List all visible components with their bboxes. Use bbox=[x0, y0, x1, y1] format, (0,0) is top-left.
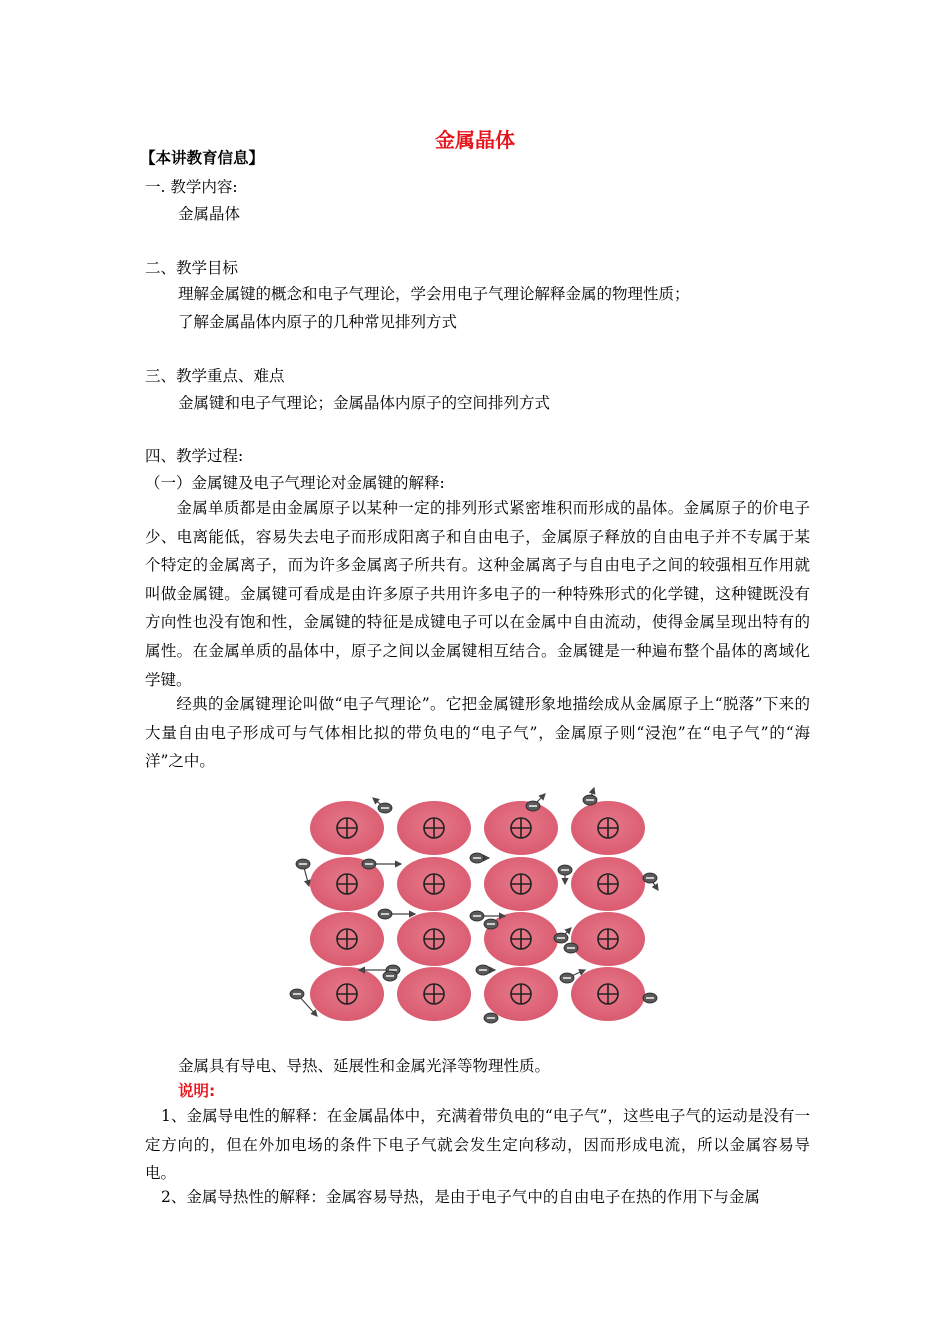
note-1 bbox=[145, 1102, 810, 1188]
free-electron bbox=[558, 865, 572, 884]
paragraph-electron-gas-text: 经典的金属键理论叫做“电子气理论”。它把金属键形象地描绘成从金属原子上“脱落”下来的大量自由电子形成可与气体相比拟的带负电的“电子气”，金属原子则“浸泡”在“电子气”的“海洋”之中。 bbox=[145, 695, 810, 771]
after-figure-text: 金属具有导电、导热、延展性和金属光泽等物理性质。 bbox=[178, 1057, 551, 1075]
free-electron bbox=[643, 873, 658, 890]
free-electron bbox=[643, 993, 657, 1003]
note-1-text: 1、金属导电性的解释：在金属晶体中，充满着带负电的“电子气”，这些电子气的运动是没有一定方向的，但在外加电场的条件下电子气就会发生定向移动，因而形成电流，所以金属容易导电。 bbox=[145, 1107, 810, 1183]
metal-ion bbox=[571, 857, 645, 911]
metal-ion bbox=[397, 967, 471, 1021]
metal-ion bbox=[397, 801, 471, 855]
section-2-line-1: 理解金属键的概念和电子气理论，学会用电子气理论解释金属的物理性质； bbox=[178, 285, 690, 303]
metal-ion bbox=[397, 857, 471, 911]
paragraph-metal-bond bbox=[145, 494, 810, 694]
subsection-1-heading: （一）金属键及电子气理论对金属键的解释: bbox=[145, 474, 445, 492]
metal-ion bbox=[310, 967, 384, 1021]
metal-ion bbox=[571, 967, 645, 1021]
paragraph-metal-bond-text: 金属单质都是由金属原子以某种一定的排列形式紧密堆积而形成的晶体。金属原子的价电子少、电离能低，容易失去电子而形成阳离子和自由电子，金属原子释放的自由电子并不专属于某个特定的金属离子，而为许多金属离子所共有。这种金属离子与自由电子之间的较强相互作用就叫做金属键。金属键可看成是由许多原子共用许多电子的一种特殊形式的化学键，这种键既没有方向性也没有饱和性，金属键的特征是成键电子可以在金属中自由流动，使得金属呈现出特有的属性。在金属单质的晶体中，原子之间以金属键相互结合。金属键是一种遍布整个晶体的离域化学键。 bbox=[145, 499, 810, 689]
metal-ion bbox=[484, 857, 558, 911]
free-electron bbox=[362, 859, 401, 869]
note-2 bbox=[145, 1183, 810, 1212]
paragraph-electron-gas bbox=[145, 690, 810, 776]
metal-ion bbox=[310, 912, 384, 966]
note-2-text: 2、金属导热性的解释：金属容易导热，是由于电子气中的自由电子在热的作用下与金属 bbox=[161, 1188, 760, 1206]
free-electron bbox=[484, 1013, 498, 1023]
info-header: 【本讲教育信息】 bbox=[140, 149, 265, 167]
section-1-body: 金属晶体 bbox=[178, 205, 241, 223]
free-electron bbox=[554, 928, 571, 943]
page-title: 金属晶体 bbox=[435, 128, 515, 152]
metal-ion bbox=[571, 801, 645, 855]
free-electron bbox=[378, 909, 415, 919]
free-electron bbox=[564, 943, 578, 953]
free-electron bbox=[470, 853, 489, 863]
free-electron bbox=[484, 919, 498, 929]
section-2-line-2: 了解金属晶体内原子的几种常见排列方式 bbox=[178, 313, 458, 331]
metal-ion bbox=[397, 912, 471, 966]
section-3-body: 金属键和电子气理论；金属晶体内原子的空间排列方式 bbox=[178, 394, 551, 412]
section-3-heading: 三、教学重点、难点 bbox=[145, 367, 285, 385]
metal-ion bbox=[484, 801, 558, 855]
section-2-heading: 二、教学目标 bbox=[145, 259, 239, 277]
metal-ion bbox=[310, 801, 384, 855]
section-4-heading: 四、教学过程: bbox=[145, 447, 244, 465]
free-electron bbox=[476, 965, 495, 975]
metal-ion bbox=[571, 912, 645, 966]
free-electron bbox=[383, 971, 397, 981]
note-label: 说明: bbox=[178, 1082, 216, 1100]
free-electron bbox=[296, 859, 310, 886]
section-1-heading: 一. 教学内容: bbox=[145, 178, 238, 196]
electron-gas-figure bbox=[285, 778, 670, 1034]
free-electron bbox=[583, 788, 597, 805]
metal-ion bbox=[484, 967, 558, 1021]
free-electron bbox=[373, 798, 392, 813]
